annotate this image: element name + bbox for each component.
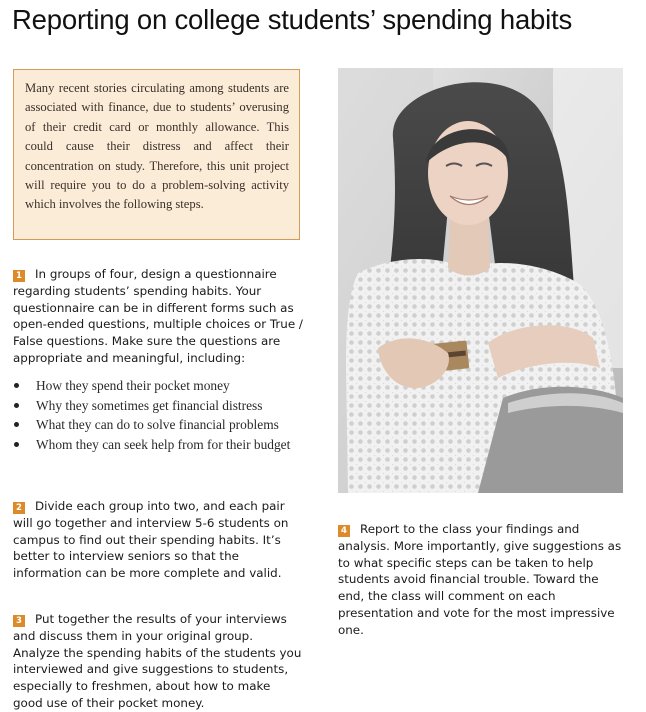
- question-topics-list: [13, 376, 303, 454]
- step-1: [13, 266, 303, 367]
- step-3: [13, 611, 303, 712]
- step-number-badge: 1: [13, 270, 25, 282]
- page-title: Reporting on college students’ spending habits: [12, 4, 573, 35]
- step-text: Divide each group into two, and each pair will go together and interview 5-6 students on campus to find out their spending habits. It’s better to interview seniors so that the information can be more complete and valid.: [13, 499, 289, 581]
- step-2: [13, 498, 305, 582]
- step-number-badge: 4: [338, 525, 350, 537]
- list-item: Why they sometimes get financial distress: [13, 396, 303, 416]
- step-text: In groups of four, design a questionnaire regarding students’ spending habits. Your questionnaire can be in different forms such as open-ended questions, multiple choices or True / False questions. Make sure the questions are appropriate and meaningful, including:: [13, 267, 303, 365]
- step-text: Report to the class your findings and analysis. More importantly, give suggestions as to what specific steps can be taken to help students avoid financial trouble. Toward the end, the class will comment on each presentation and vote for the most impressive one.: [338, 522, 622, 637]
- step-number-badge: 2: [13, 502, 25, 514]
- student-photo: [338, 68, 623, 493]
- intro-box: [13, 69, 300, 240]
- list-item: How they spend their pocket money: [13, 376, 303, 396]
- step-number-badge: 3: [13, 615, 25, 627]
- list-item: What they can do to solve financial problems: [13, 415, 303, 435]
- step-text: Put together the results of your interviews and discuss them in your original group. Analyze the spending habits of the students you interviewed and give suggestions to students, especially to freshmen, about how to make good use of their pocket money.: [13, 612, 302, 710]
- intro-text: Many recent stories circulating among students are associated with finance, due to students’ overusing of their credit card or monthly allowance. This could cause their distress and affect their concentration on study. Therefore, this unit project will require you to do a problem-solving activity which involves the following steps.: [25, 81, 289, 212]
- step-4: [338, 521, 628, 639]
- list-item: Whom they can seek help from for their budget: [13, 435, 303, 455]
